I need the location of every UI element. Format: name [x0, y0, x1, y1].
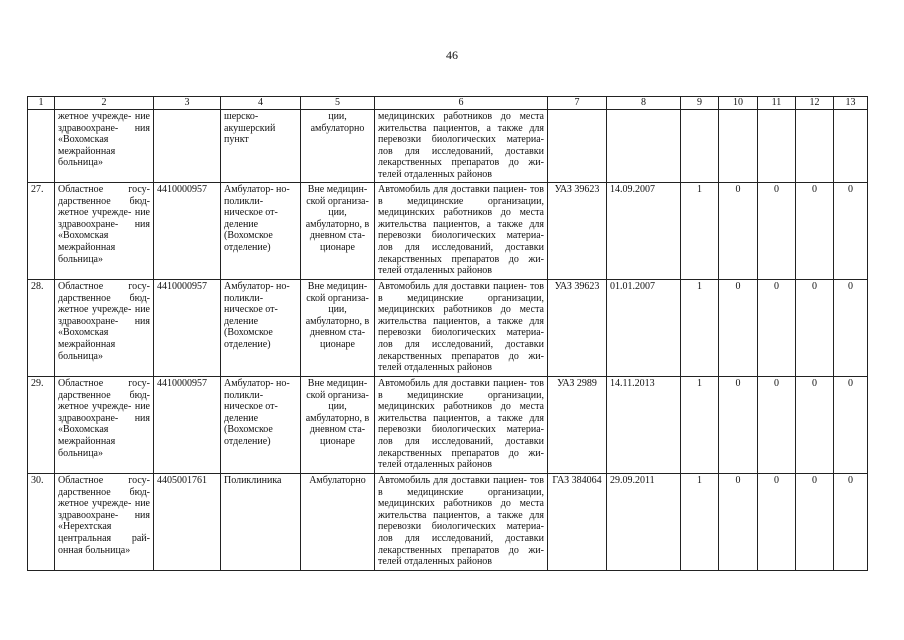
cell-c13: 0	[834, 280, 868, 377]
cell-unit: Амбулатор- но-поликли- ническое от- деление (Вохомское отделение)	[221, 280, 301, 377]
cell-inn: 4410000957	[154, 377, 221, 474]
table-row	[28, 377, 868, 474]
cell-vehicle	[548, 110, 607, 183]
cell-date	[607, 110, 681, 183]
cell-num: 27.	[28, 183, 55, 280]
cell-c12: 0	[796, 183, 834, 280]
cell-date: 14.11.2013	[607, 377, 681, 474]
cell-c10: 0	[719, 377, 758, 474]
cell-c11	[758, 110, 796, 183]
cell-c11: 0	[758, 280, 796, 377]
cell-unit: Амбулатор- но-поликли- ническое от- деление (Вохомское отделение)	[221, 377, 301, 474]
cell-c11: 0	[758, 474, 796, 571]
cell-purpose: Автомобиль для доставки пациен- тов в медицинские организации, медицинских работников до места жительства пациентов, а также для перевозки биологических материа- лов для исследований, доставки лекарственных препаратов до жи- телей отдаленных районов	[375, 377, 548, 474]
cell-num: 29.	[28, 377, 55, 474]
cell-unit: шерско-акушерский пункт	[221, 110, 301, 183]
continuation-row	[28, 110, 868, 183]
cell-inn: 4405001761	[154, 474, 221, 571]
table-row	[28, 474, 868, 571]
cell-vehicle: УАЗ 39623	[548, 280, 607, 377]
column-number-8: 8	[607, 97, 681, 110]
vehicle-table	[27, 96, 868, 571]
cell-c9: 1	[681, 280, 719, 377]
cell-c12: 0	[796, 474, 834, 571]
column-number-7: 7	[548, 97, 607, 110]
cell-mode: Амбулаторно	[301, 474, 375, 571]
cell-inn: 4410000957	[154, 183, 221, 280]
cell-num	[28, 110, 55, 183]
table-body	[28, 97, 868, 571]
cell-c13	[834, 110, 868, 183]
cell-c10: 0	[719, 474, 758, 571]
cell-vehicle: УАЗ 2989	[548, 377, 607, 474]
cell-org: Областное госу- дарственное бюд- жетное учрежде- ние здравоохране- ния «Вохомская межрайонная больница»	[55, 377, 154, 474]
cell-c10: 0	[719, 183, 758, 280]
cell-c13: 0	[834, 474, 868, 571]
column-number-12: 12	[796, 97, 834, 110]
cell-purpose: Автомобиль для доставки пациен- тов в медицинские организации, медицинских работников до места жительства пациентов, а также для перевозки биологических материа- лов для исследований, доставки лекарственных препаратов до жи- телей отдаленных районов	[375, 280, 548, 377]
cell-c12: 0	[796, 377, 834, 474]
cell-c11: 0	[758, 183, 796, 280]
table-row	[28, 183, 868, 280]
cell-date: 01.01.2007	[607, 280, 681, 377]
cell-c9: 1	[681, 377, 719, 474]
cell-mode: Вне медицин- ской организа- ции, амбулаторно, в дневном ста- ционаре	[301, 183, 375, 280]
column-number-5: 5	[301, 97, 375, 110]
cell-vehicle: УАЗ 39623	[548, 183, 607, 280]
column-number-10: 10	[719, 97, 758, 110]
cell-inn	[154, 110, 221, 183]
cell-c13: 0	[834, 183, 868, 280]
cell-vehicle: ГАЗ 384064	[548, 474, 607, 571]
cell-mode: ции, амбулаторно	[301, 110, 375, 183]
cell-org: Областное госу- дарственное бюд- жетное учрежде- ние здравоохране- ния «Вохомская межрайонная больница»	[55, 280, 154, 377]
cell-purpose: медицинских работников до места жительства пациентов, а также для перевозки биологических материа- лов для исследований, доставки лекарственных препаратов до жи- телей отдаленных районов	[375, 110, 548, 183]
column-number-header-row	[28, 97, 868, 110]
cell-unit: Поликлиника	[221, 474, 301, 571]
cell-purpose: Автомобиль для доставки пациен- тов в медицинские организации, медицинских работников до места жительства пациентов, а также для перевозки биологических материа- лов для исследований, доставки лекарственных препаратов до жи- телей отдаленных районов	[375, 183, 548, 280]
cell-num: 28.	[28, 280, 55, 377]
cell-c11: 0	[758, 377, 796, 474]
column-number-2: 2	[55, 97, 154, 110]
cell-purpose: Автомобиль для доставки пациен- тов в медицинские организации, медицинских работников до места жительства пациентов, а также для перевозки биологических материа- лов для исследований, доставки лекарственных препаратов до жи- телей отдаленных районов	[375, 474, 548, 571]
cell-inn: 4410000957	[154, 280, 221, 377]
cell-c10	[719, 110, 758, 183]
column-number-4: 4	[221, 97, 301, 110]
cell-c10: 0	[719, 280, 758, 377]
cell-org: жетное учрежде- ние здравоохране- ния «Вохомская межрайонная больница»	[55, 110, 154, 183]
cell-unit: Амбулатор- но-поликли- ническое от- деление (Вохомское отделение)	[221, 183, 301, 280]
cell-org: Областное госу- дарственное бюд- жетное учрежде- ние здравоохране- ния «Нерехтская центральная рай- онная больница»	[55, 474, 154, 571]
cell-c12: 0	[796, 280, 834, 377]
cell-c13: 0	[834, 377, 868, 474]
column-number-9: 9	[681, 97, 719, 110]
column-number-6: 6	[375, 97, 548, 110]
cell-date: 14.09.2007	[607, 183, 681, 280]
column-number-1: 1	[28, 97, 55, 110]
table-row	[28, 280, 868, 377]
cell-org: Областное госу- дарственное бюд- жетное учрежде- ние здравоохране- ния «Вохомская межрайонная больница»	[55, 183, 154, 280]
column-number-11: 11	[758, 97, 796, 110]
cell-mode: Вне медицин- ской организа- ции, амбулаторно, в дневном ста- ционаре	[301, 377, 375, 474]
column-number-3: 3	[154, 97, 221, 110]
cell-num: 30.	[28, 474, 55, 571]
cell-c12	[796, 110, 834, 183]
cell-mode: Вне медицин- ской организа- ции, амбулаторно, в дневном ста- ционаре	[301, 280, 375, 377]
cell-c9	[681, 110, 719, 183]
cell-c9: 1	[681, 474, 719, 571]
column-number-13: 13	[834, 97, 868, 110]
cell-c9: 1	[681, 183, 719, 280]
cell-date: 29.09.2011	[607, 474, 681, 571]
page-number: 46	[446, 48, 458, 62]
